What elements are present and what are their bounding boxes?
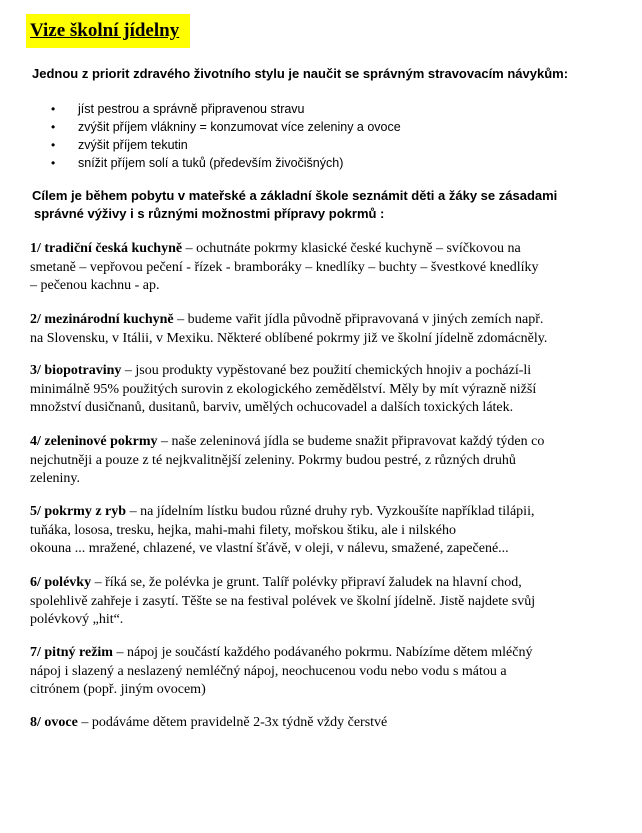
section-vegetable (30, 433, 544, 489)
section-text: minimálně 95% použitých surovin z ekologického zemědělství. Měly by mít výrazně nižší (30, 381, 537, 397)
section-text: nejchutněji a pouze z té nejkvalitnější zeleniny. Pokrmy budou pestré, z různých druhů (30, 452, 516, 468)
goal-line: Cílem je během pobytu v mateřské a základní škole seznámit děti a žáky se zásadami (32, 188, 558, 203)
list-item: • jíst pestrou a správně připravenou stravu (32, 100, 401, 118)
section-fruit (30, 714, 387, 733)
section-heading: 7/ pitný režim (30, 645, 113, 660)
page-title-text: Vize školní jídelny (30, 20, 180, 41)
section-text: okouna ... mražené, chlazené, ve vlastní šťávě, v oleji, v nálevu, smažené, zapečené... (30, 541, 509, 556)
section-text: množství dusičnanů, dusitanů, barviv, umělých ochucovadel a dalších toxických látek. (30, 400, 514, 415)
section-traditional (30, 240, 539, 296)
section-international (30, 311, 547, 348)
section-text: – pečenou kachnu - ap. (30, 278, 160, 293)
section-heading: 6/ polévky (30, 575, 92, 590)
section-text: zeleniny. (30, 471, 81, 486)
section-text: spolehlivě zahřeje i zasytí. Těšte se na festival polévek ve školní jídelně. Jistě najdete svůj (30, 593, 536, 609)
section-text: citrónem (popř. jiným ovocem) (30, 682, 206, 697)
section-fish (30, 503, 534, 559)
section-heading: 1/ tradiční česká kuchyně (30, 241, 183, 256)
list-item: • zvýšit příjem vlákniny = konzumovat více zeleniny a ovoce (32, 118, 401, 136)
section-text: – podáváme dětem pravidelně 2-3x týdně vždy čerstvé (77, 715, 388, 730)
list-item: • zvýšit příjem tekutin (32, 136, 401, 154)
section-text: smetaně – vepřovou pečení - řízek - bramboráky – knedlíky – buchty – švestkové knedlíky (30, 259, 539, 275)
section-text: – ochutnáte pokrmy klasické české kuchyně – svíčkovou na (182, 241, 521, 256)
section-drinking (30, 644, 532, 700)
section-heading: 5/ pokrmy z ryb (30, 504, 127, 519)
page-title (26, 14, 190, 48)
section-text: – říká se, že polévka je grunt. Talíř polévky připraví žaludek na hlavní chod, (91, 575, 522, 590)
section-text: – budeme vařit jídla původně připravovaná v jiných zemích např. (173, 312, 544, 327)
section-bio (30, 362, 536, 418)
section-text: tuňáka, lososa, tresku, hejka, mahi-mahi filety, mořskou štiku, ale i nilského (30, 522, 457, 538)
section-text: – na jídelním lístku budou různé druhy ryb. Vyzkoušíte například tilápii, (126, 504, 535, 519)
section-text: – jsou produkty vypěstované bez použití chemických hnojiv a pochází-li (121, 363, 532, 378)
section-heading: 2/ mezinárodní kuchyně (30, 312, 174, 327)
section-soups (30, 574, 535, 630)
priority-list (32, 100, 401, 172)
section-text: polévkový „hit“. (30, 612, 124, 627)
section-heading: 4/ zeleninové pokrmy (30, 434, 158, 449)
intro-text: Jednou z priorit zdravého životního stylu je naučit se správným stravovacím návykům: (32, 66, 569, 81)
section-text: nápoj i slazený a neslazený nemléčný nápoj, neochucenou vodu nebo vodu s mátou a (30, 663, 507, 679)
section-heading: 3/ biopotraviny (30, 363, 122, 378)
goal-line: správné výživy i s různými možnostmi přípravy pokrmů : (34, 206, 385, 221)
section-heading: 8/ ovoce (30, 715, 78, 730)
goal-paragraph (32, 187, 612, 223)
section-text: – naše zeleninová jídla se budeme snažit připravovat každý týden co (157, 434, 545, 449)
list-item: • snížit příjem solí a tuků (především živočišných) (32, 154, 401, 172)
section-text: na Slovensku, v Itálii, v Mexiku. Některé oblíbené pokrmy již ve školní jídelně zdomácněly. (30, 330, 548, 346)
section-text: – nápoj je součástí každého podávaného pokrmu. Nabízíme dětem mléčný (112, 645, 533, 660)
